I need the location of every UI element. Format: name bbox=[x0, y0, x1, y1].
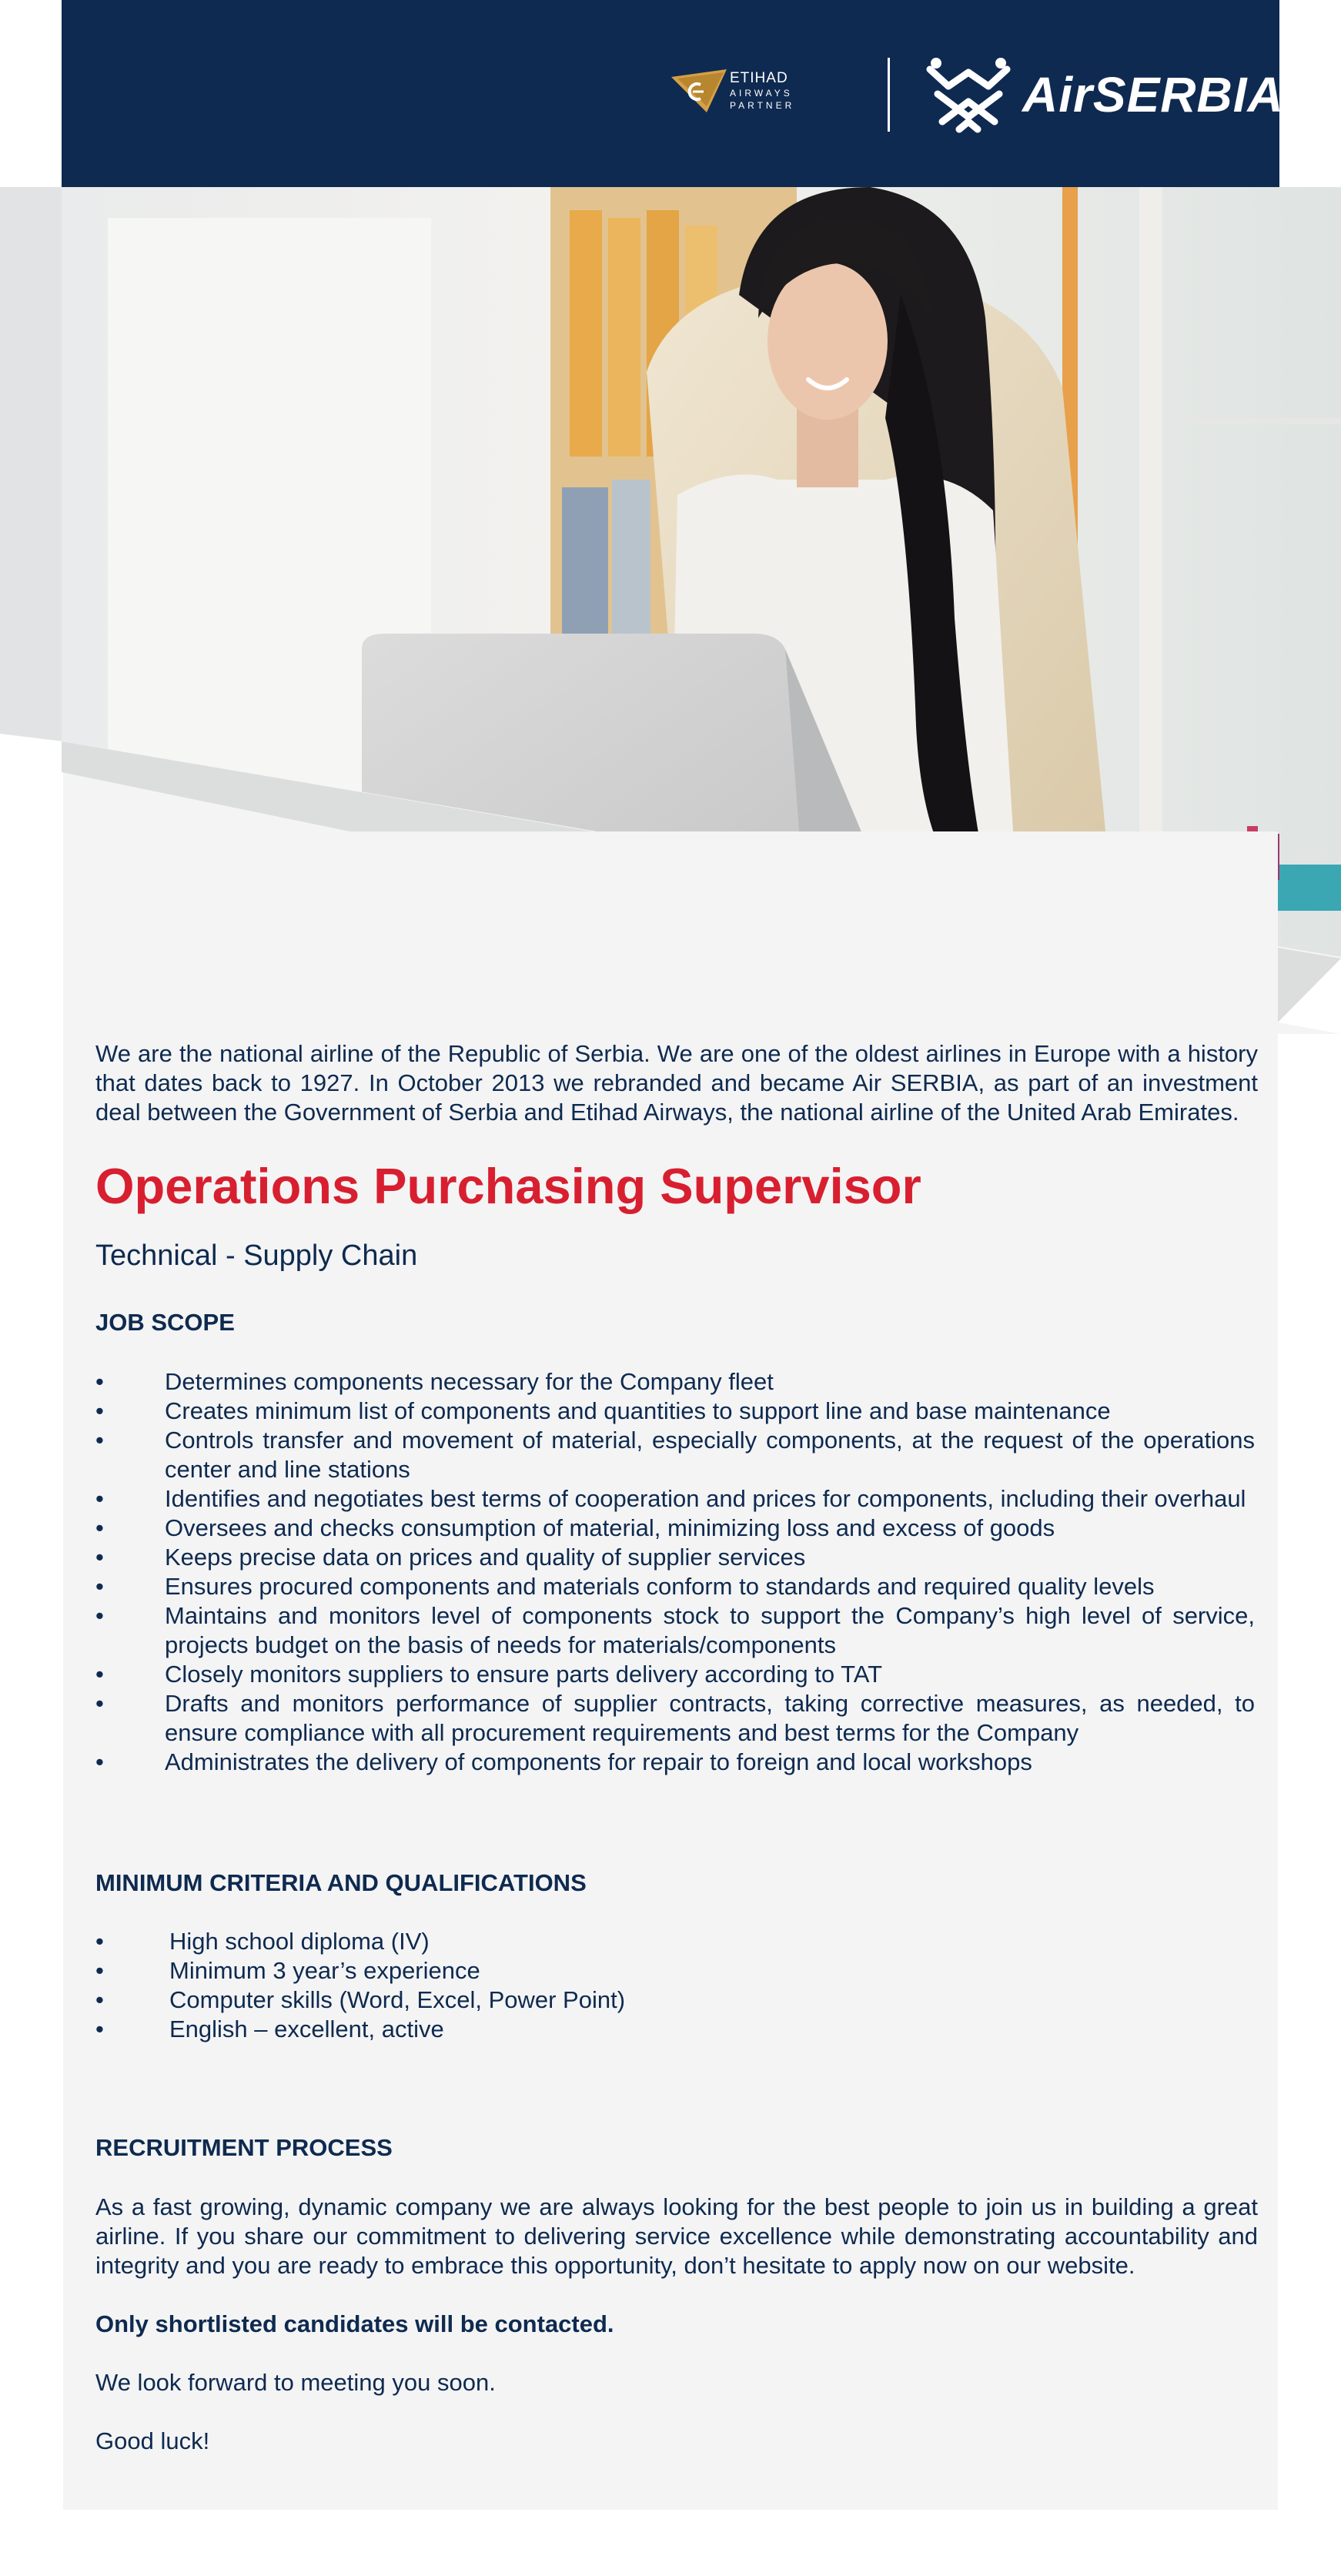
recruitment-heading: RECRUITMENT PROCESS bbox=[95, 2134, 393, 2161]
list-item: • Drafts and monitors performance of supplier contracts, taking corrective measures, as needed, to ensure compliance with all procurement requirements and best terms for the Company bbox=[95, 1690, 1255, 1746]
list-item: • Controls transfer and movement of material, especially components, at the request of the operations center and line stations bbox=[95, 1427, 1255, 1483]
list-item: • Closely monitors suppliers to ensure parts delivery according to TAT bbox=[95, 1661, 883, 1688]
list-item: • Determines components necessary for the Company fleet bbox=[95, 1368, 774, 1395]
list-item: • Administrates the delivery of components for repair to foreign and local workshops bbox=[95, 1748, 1032, 1775]
bullet-icon: • bbox=[95, 1690, 104, 1717]
etihad-wordmark: ETIHAD bbox=[730, 70, 788, 86]
bullet-icon: • bbox=[95, 1986, 104, 2013]
etihad-partner-text bbox=[730, 71, 794, 110]
recruitment-paragraph: As a fast growing, dynamic company we are always looking for the best people to join us in building a great airline. If you share our commitment to delivering service excellence while demonstrating accountability and integrity and you are ready to embrace this opportunity, don’t hesitate to apply now on our website. bbox=[95, 2193, 1258, 2279]
list-item: • English – excellent, active bbox=[95, 2016, 444, 2042]
bullet-icon: • bbox=[95, 1602, 104, 1629]
list-item: • Minimum 3 year’s experience bbox=[95, 1957, 480, 1984]
list-item: • Computer skills (Word, Excel, Power Point) bbox=[95, 1986, 626, 2013]
bullet-icon: • bbox=[95, 1368, 104, 1395]
bullet-icon: • bbox=[95, 1928, 104, 1955]
bullet-icon: • bbox=[95, 1661, 104, 1688]
bullet-icon: • bbox=[95, 1573, 104, 1600]
signoff-line: Good luck! bbox=[95, 2427, 210, 2454]
list-item: • Maintains and monitors level of components stock to support the Company’s high level of service, projects budget on the basis of needs for materials/components bbox=[95, 1602, 1255, 1658]
list-item: • Identifies and negotiates best terms of cooperation and prices for components, including their overhaul bbox=[95, 1485, 1246, 1512]
bullet-icon: • bbox=[95, 1544, 104, 1571]
bullet-icon: • bbox=[95, 1397, 104, 1424]
job-title: Operations Purchasing Supervisor bbox=[95, 1158, 921, 1214]
bullet-icon: • bbox=[95, 2016, 104, 2042]
job-scope-heading: JOB SCOPE bbox=[95, 1309, 235, 1336]
criteria-heading: MINIMUM CRITERIA AND QUALIFICATIONS bbox=[95, 1869, 587, 1896]
company-intro: We are the national airline of the Republic of Serbia. We are one of the oldest airlines in Europe with a history that dates back to 1927. In October 2013 we rebranded and became Air SERBIA, as part of an investment deal between the Government of Serbia and Etihad Airways, the national airline of the United Arab Emirates. bbox=[95, 1040, 1258, 1126]
list-item: • Oversees and checks consumption of material, minimizing loss and excess of goods bbox=[95, 1514, 1055, 1541]
job-scope-list bbox=[95, 1367, 1255, 1777]
bullet-icon: • bbox=[95, 1427, 104, 1454]
bullet-icon: • bbox=[95, 1748, 104, 1775]
job-department: Technical - Supply Chain bbox=[95, 1239, 418, 1272]
etihad-badge-icon bbox=[670, 68, 728, 114]
bullet-icon: • bbox=[95, 1485, 104, 1512]
etihad-partner-logo bbox=[670, 66, 808, 120]
etihad-airways-label: AIRWAYS bbox=[730, 88, 793, 99]
airserbia-logo bbox=[915, 55, 1284, 135]
list-item: • High school diploma (IV) bbox=[95, 1928, 430, 1955]
airserbia-wordmark: AirSERBIA bbox=[1022, 67, 1284, 122]
closing-line: We look forward to meeting you soon. bbox=[95, 2369, 496, 2396]
header-banner bbox=[62, 0, 1284, 187]
list-item: • Keeps precise data on prices and quality of supplier services bbox=[95, 1544, 806, 1571]
shortlist-notice: Only shortlisted candidates will be contacted. bbox=[95, 2310, 614, 2337]
bullet-icon: • bbox=[95, 1514, 104, 1541]
list-item: • Ensures procured components and materials conform to standards and required quality levels bbox=[95, 1573, 1155, 1600]
double-eagle-emblem-icon bbox=[915, 55, 1022, 135]
list-item: • Creates minimum list of components and quantities to support line and base maintenance bbox=[95, 1397, 1111, 1424]
criteria-list bbox=[95, 1927, 1255, 2044]
logo-divider bbox=[888, 58, 890, 132]
etihad-partner-label: PARTNER bbox=[730, 100, 795, 111]
bullet-icon: • bbox=[95, 1957, 104, 1984]
